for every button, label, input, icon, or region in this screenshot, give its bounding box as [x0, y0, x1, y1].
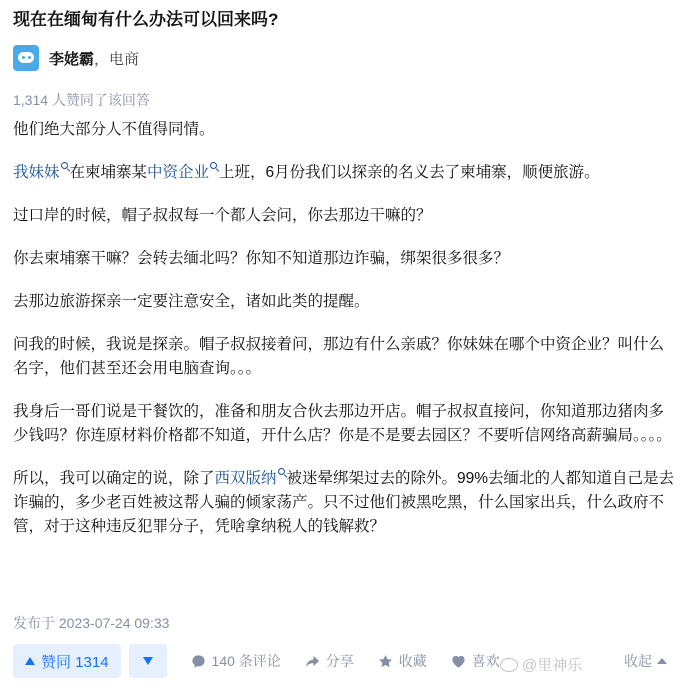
paragraph-6: 问我的时候，我说是探亲。帽子叔叔接着问，那边有什么亲戚？你妹妹在哪个中资企业？叫什么名字，他们甚至还会用电脑查询。。。 — [13, 336, 665, 377]
triangle-up-icon — [25, 657, 35, 665]
search-icon — [278, 468, 287, 477]
upvote-button[interactable] — [13, 644, 121, 678]
avatar[interactable] — [13, 45, 39, 71]
vote-count-text[interactable]: 1,314 人赞同了该回答 — [13, 92, 150, 108]
author-info — [13, 44, 677, 72]
answer-card — [13, 0, 677, 558]
paragraph-4: 你去柬埔寨干嘛？会转去缅北吗？你知不知道那边诈骗，绑架很多很多？ — [13, 250, 510, 267]
collect-button[interactable] — [378, 651, 427, 671]
keyword-link-xishuangbanna[interactable]: 西双版纳 — [214, 470, 277, 487]
author-name[interactable]: 李姥霸 — [49, 50, 95, 68]
search-icon — [61, 162, 70, 171]
author-separator: ， — [94, 50, 110, 68]
watermark — [500, 654, 582, 675]
paragraph-8-text-2: 被迷晕绑架过去的除外。99%去缅北的人都知道自己是去诈骗的，多少老百姓被这帮人骗的倾家荡产。只不过他们被黑吃黑，什么国家出兵，什么政府不管，对于这种违反犯罪分子，凭啥拿纳税人的钱解救？ — [13, 470, 675, 535]
comment-button[interactable] — [191, 651, 281, 671]
paragraph-8 — [13, 467, 677, 539]
downvote-button[interactable] — [129, 644, 167, 678]
paragraph-2-text-1: 在柬埔寨某 — [69, 164, 148, 181]
publish-time[interactable]: 发布于 2023-07-24 09:33 — [13, 615, 170, 631]
question-title[interactable]: 现在在缅甸有什么办法可以回来吗? — [13, 10, 279, 29]
upvote-label: 赞同 1314 — [41, 653, 109, 671]
weibo-logo-icon — [500, 658, 518, 672]
collect-label: 收藏 — [398, 653, 427, 669]
paragraph-8-text-1: 所以，我可以确定的说，除了 — [13, 470, 215, 487]
triangle-down-icon — [143, 657, 153, 665]
paragraph-2 — [13, 161, 677, 185]
keyword-link-my-sister[interactable]: 我妹妹 — [13, 164, 60, 181]
heart-icon — [451, 653, 467, 669]
comment-icon — [191, 653, 207, 669]
like-button[interactable] — [451, 651, 500, 671]
share-icon — [305, 653, 321, 669]
paragraph-2-text-2: 上班，6月份我们以探亲的名义去了柬埔寨，顺便旅游。 — [219, 164, 600, 181]
like-label: 喜欢 — [471, 653, 500, 669]
share-label: 分享 — [325, 653, 354, 669]
watermark-text: @里神乐 — [522, 657, 583, 674]
paragraph-3: 过口岸的时候，帽子叔叔每一个都人会问，你去那边干嘛的？ — [13, 207, 432, 224]
paragraph-7: 我身后一哥们说是干餐饮的，准备和朋友合伙去那边开店。帽子叔叔直接问，你知道那边猪肉多少钱吗？你连原材料价格都不知道，开什么店？你是不是要去园区？不要听信网络高薪骗局。。。。 — [13, 403, 672, 444]
paragraph-5: 去那边旅游探亲一定要注意安全，诸如此类的提醒。 — [13, 293, 370, 310]
author-headline: 电商 — [109, 50, 140, 68]
search-icon — [210, 162, 219, 171]
paragraph-1: 他们绝大部分人不值得同情。 — [13, 121, 215, 138]
chevron-up-icon — [657, 658, 667, 664]
comment-count: 140 条评论 — [211, 653, 281, 669]
collapse-button[interactable] — [624, 651, 667, 671]
share-button[interactable] — [305, 651, 354, 671]
collapse-label: 收起 — [624, 653, 652, 669]
keyword-link-chinese-enterprise[interactable]: 中资企业 — [147, 164, 210, 181]
answer-content — [13, 118, 677, 539]
star-icon — [378, 653, 394, 669]
